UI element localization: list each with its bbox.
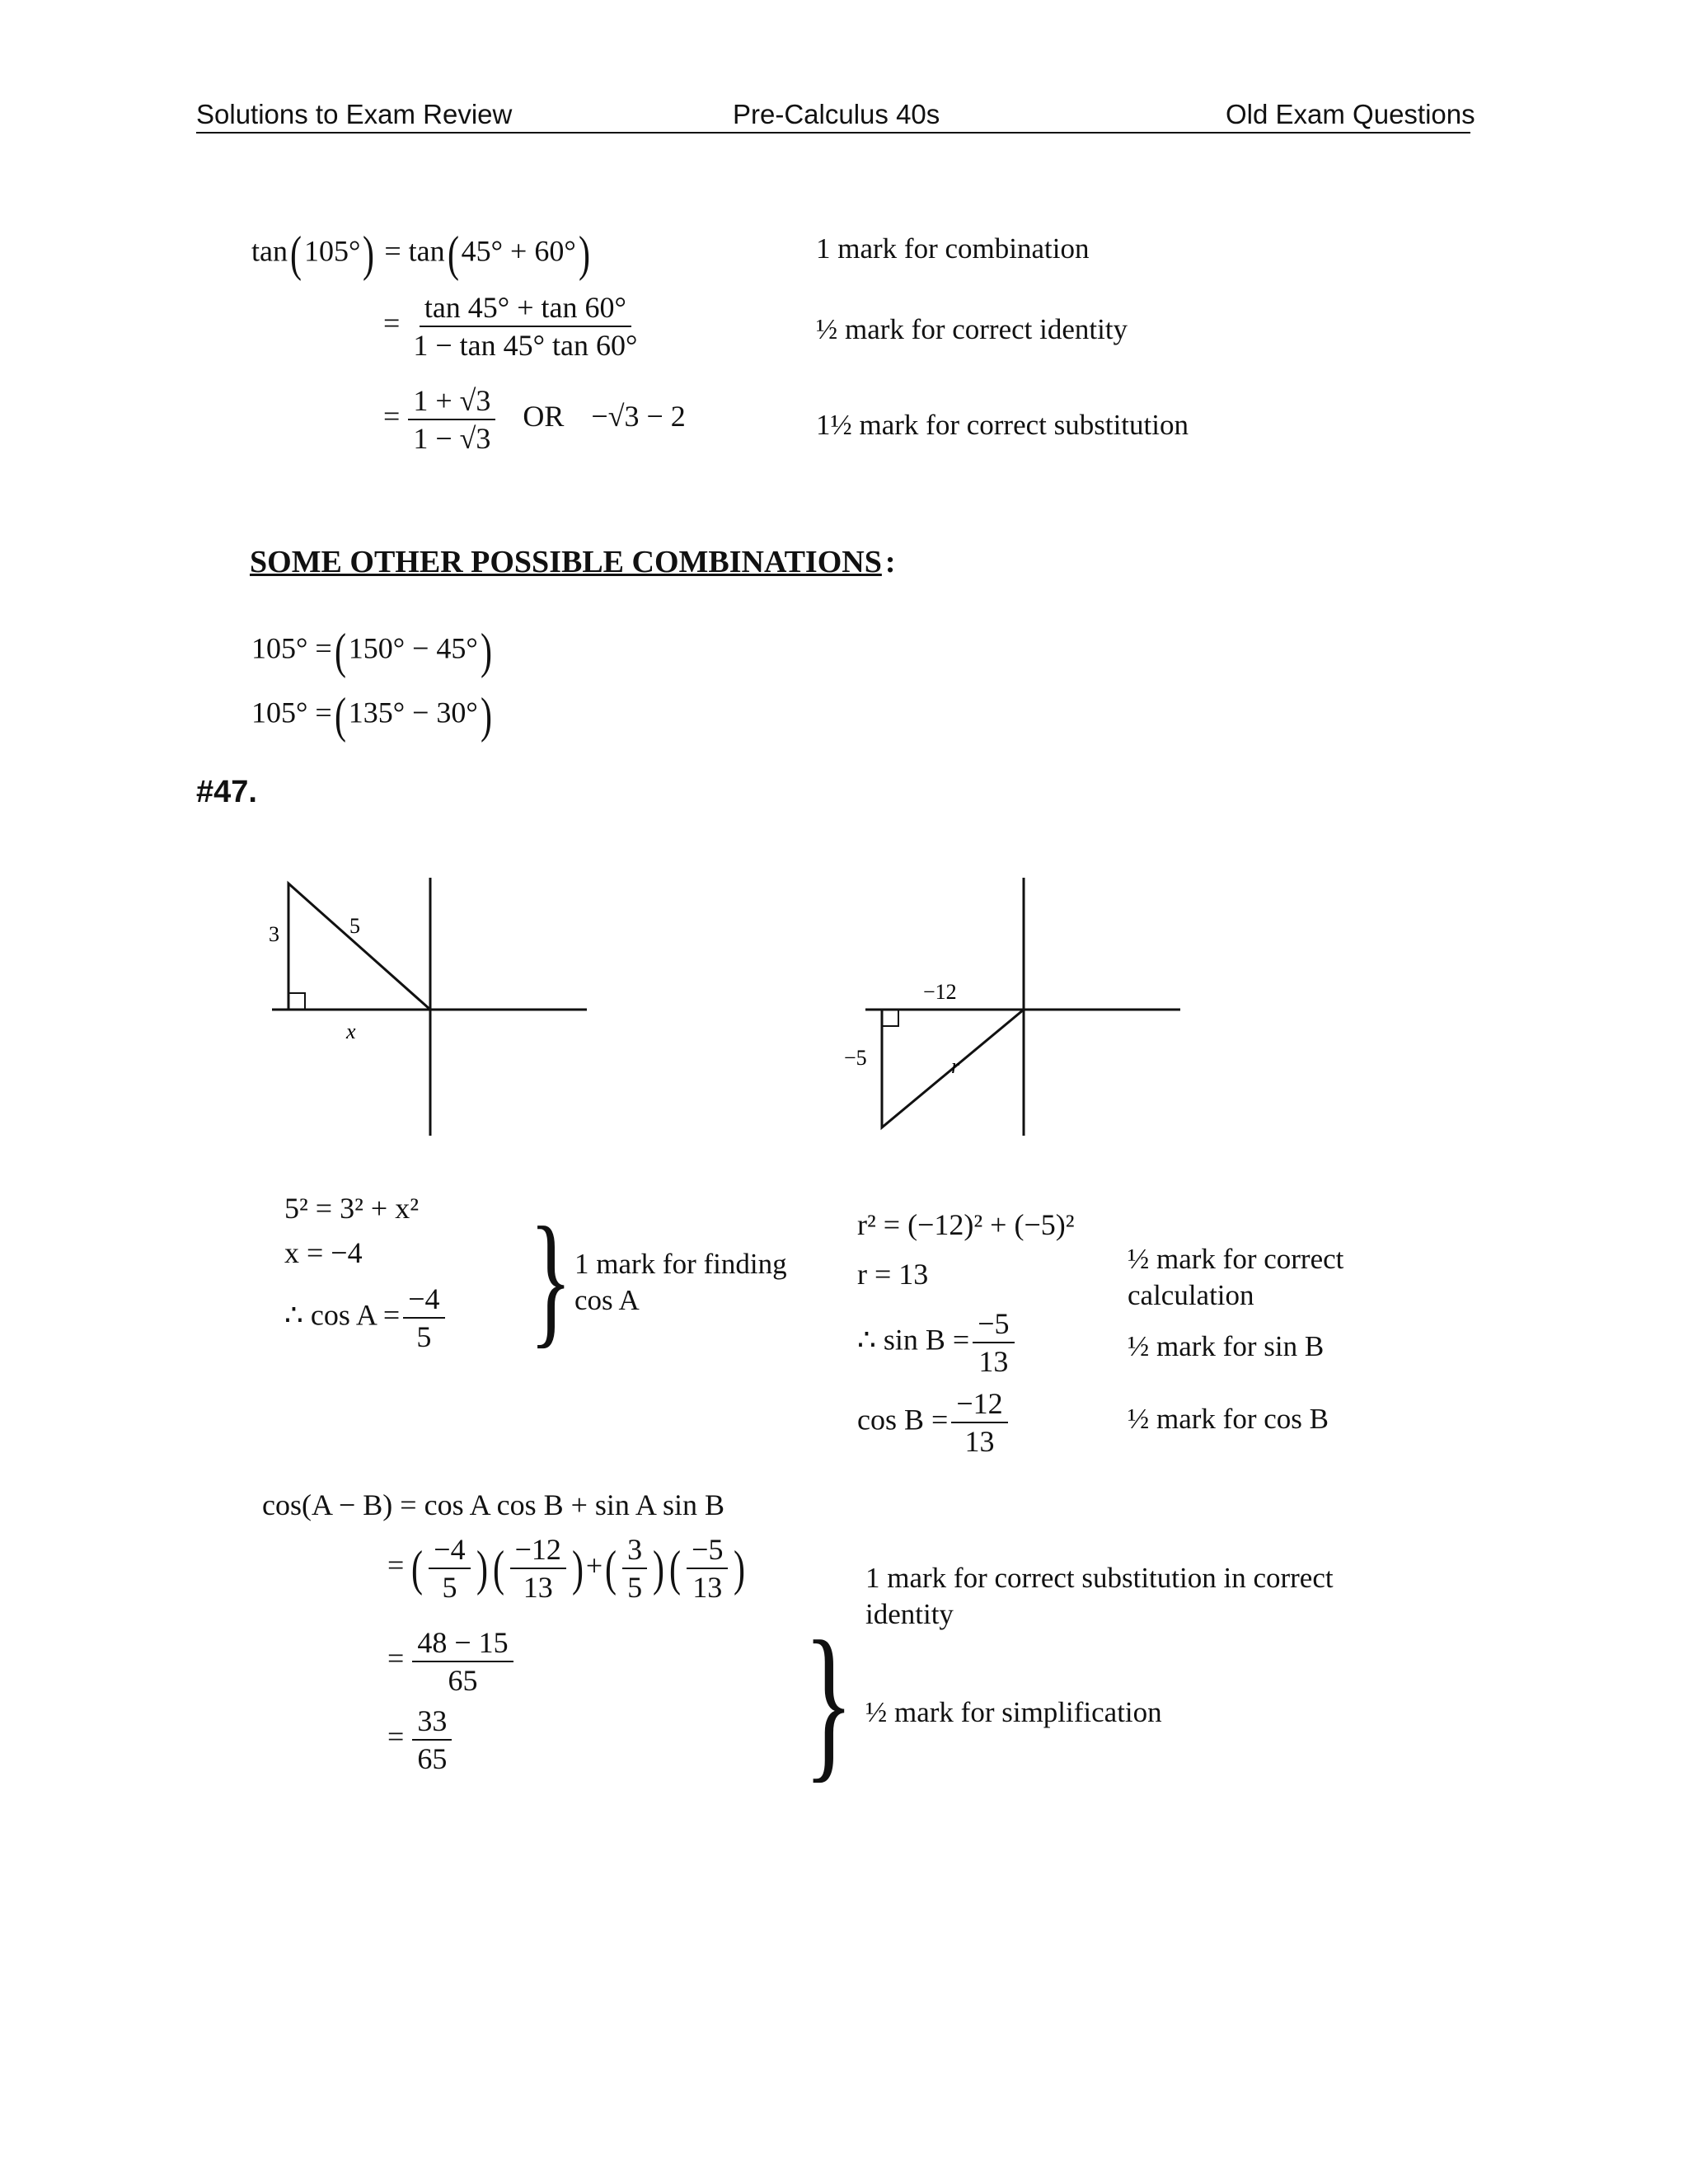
identity-line: = $\frac{\tan 45^\circ + \tan 60^\circ}{1 - \tan 45^\circ \tan 60^\circ}$ [383, 291, 638, 362]
sin-b-result: ∴ sin B = $\frac{-5}{13}$ [857, 1309, 1018, 1376]
note-finding-cos-a: 1 mark for finding cos A [574, 1248, 787, 1316]
diagram-a [264, 874, 593, 1137]
combination-150-45: 105° =(150° − 45°) [251, 624, 492, 678]
cos-a-result: ∴ cos A = $\frac{-4}{5}$ [284, 1284, 448, 1352]
diagram-a-label-3: 3 [269, 922, 279, 946]
note-simplification: ½ mark for simplification [865, 1696, 1162, 1728]
cos-difference-substitution: = ( $\frac{-4}{5}$ )( $\frac{-12}{13}$ )+( $\frac{3}{5}$ )( $\frac{-5}{13}$ ) [387, 1533, 746, 1604]
diagram-b [841, 874, 1187, 1137]
pythagoras-a: 5² = 3² + x² [284, 1192, 419, 1225]
note-correct-substitution-identity: 1 mark for correct substitution in correct identity [865, 1562, 1334, 1630]
r-value: r = 13 [857, 1258, 929, 1291]
note-combination: 1 mark for combination [816, 232, 1090, 265]
note-cos-b: ½ mark for cos B [1128, 1403, 1329, 1435]
left-brace: } [529, 1197, 573, 1361]
diagram-b-label-minus-12: −12 [923, 980, 957, 1004]
cos-difference-combined: = $\frac{48 - 15}{65}$ [387, 1628, 517, 1695]
pythagoras-b: r² = (−12)² + (−5)² [857, 1208, 1075, 1241]
question-47-label: #47. [196, 775, 257, 809]
header-left: Solutions to Exam Review [196, 99, 513, 129]
final-brace: } [804, 1606, 854, 1797]
diagram-b-label-r: r [951, 1054, 960, 1078]
diagram-a-label-x: x [346, 1019, 356, 1043]
diagram-a-right-angle [288, 993, 305, 1010]
cos-difference-result: = $\frac{33}{65}$ [387, 1706, 455, 1774]
note-correct-calculation: ½ mark for correct calculation [1128, 1243, 1344, 1311]
header-right: Old Exam Questions [1226, 99, 1475, 129]
cos-difference-identity: cos(A − B) = cos A cos B + sin A sin B [262, 1488, 724, 1521]
tan-105-line: tan(105°) = tan(45° + 60°) [251, 227, 590, 281]
substitution-line: = $\frac{1 + √3}{1 - √3}$ OR −√3 − 2 [383, 384, 686, 455]
header-center: Pre-Calculus 40s [733, 99, 940, 129]
combination-135-30: 105° =(135° − 30°) [251, 688, 492, 743]
diagram-b-label-minus-5: −5 [844, 1046, 867, 1070]
note-identity: ½ mark for correct identity [816, 313, 1128, 345]
header-rule [196, 132, 1470, 134]
other-combinations-heading: SOME OTHER POSSIBLE COMBINATIONS : [250, 545, 896, 579]
note-substitution: 1½ mark for correct substitution [816, 409, 1189, 441]
diagram-b-right-angle [882, 1010, 898, 1026]
x-value: x = −4 [284, 1236, 363, 1269]
diagram-a-label-5: 5 [349, 914, 360, 938]
cos-b-result: cos B = $\frac{-12}{13}$ [857, 1389, 1011, 1456]
diagram-a-triangle [288, 883, 430, 1010]
note-sin-b: ½ mark for sin B [1128, 1330, 1325, 1362]
